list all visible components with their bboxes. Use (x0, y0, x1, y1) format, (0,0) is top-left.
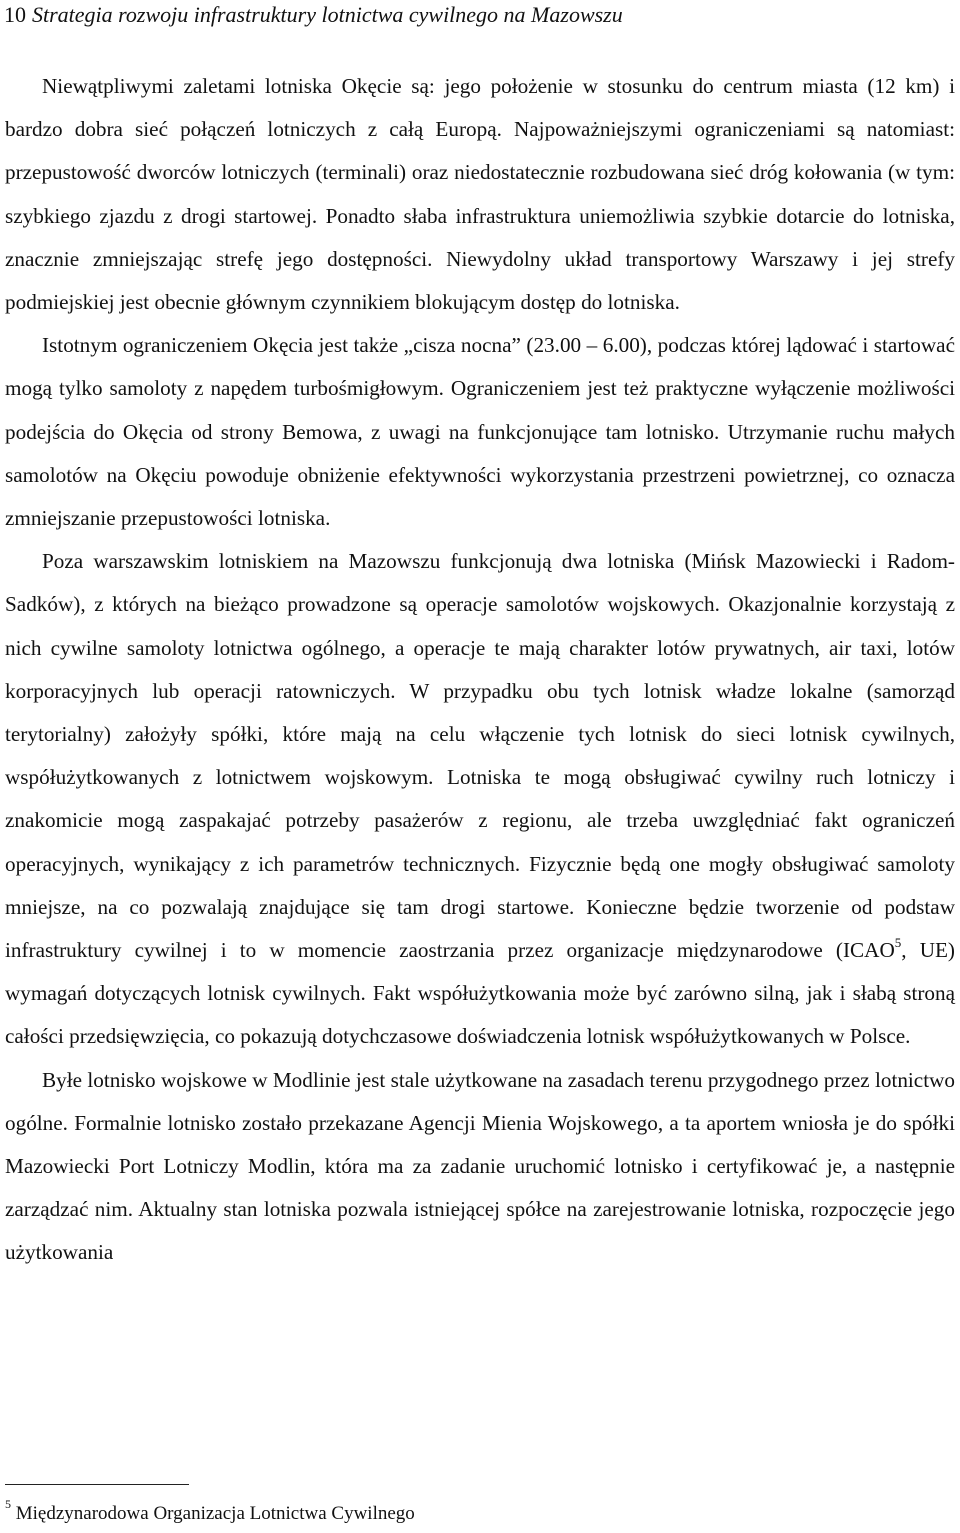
document-title: Strategia rozwoju infrastruktury lotnictwa cywilnego na Mazowszu (32, 2, 623, 27)
footnote-reference: 5 (894, 935, 902, 950)
footnote-marker: 5 (5, 1496, 11, 1511)
page-number: 10 (4, 2, 26, 27)
footnote (5, 1496, 415, 1526)
paragraph-modlin: Byłe lotnisko wojskowe w Modlinie jest stale użytkowane na zasadach terenu przygodnego przez lotnictwo ogólne. Formalnie lotnisko zostało przekazane Agencji Mienia Wojskowego, a ta aportem wniosła je do spółki Mazowiecki Port Lotniczy Modlin, która ma za zadanie uruchomić lotnisko i certyfikować je, a następnie zarządzać nim. Aktualny stan lotniska pozwala istniejącej spółce na zarejestrowanie lotniska, rozpoczęcie jego użytkowania (5, 1067, 955, 1265)
body-text (5, 65, 955, 1275)
paragraph-text: Poza warszawskim lotniskiem na Mazowszu funkcjonują dwa lotniska (Mińsk Mazowiecki i Radom-Sadków), z których na bieżąco prowadzone są operacje samolotów wojskowych. Okazjonalnie korzystają z nich cywilne samoloty lotnictwa ogólnego, a operacje te mają charakter lotów prywatnych, air taxi, lotów korporacyjnych lub operacji ratowniczych. W przypadku obu tych lotnisk władze lokalne (samorząd terytorialny) założyły spółki, które mają na celu włączenie tych lotnisk do sieci lotnisk cywilnych, współużytkowanych z lotnictwem wojskowym. Lotniska te mogą obsługiwać cywilny ruch lotniczy i znakomicie mogą zaspakajać potrzeby pasażerów z regionu, ale trzeba uwzględniać fakt ograniczeń operacyjnych, wynikający z ich parametrów technicznych. Fizycznie będą one mogły obsługiwać samoloty mniejsze, na co pozwalają znajdujące się tam drogi startowe. Konieczne będzie tworzenie od podstaw infrastruktury cywilnej i to w momencie zaostrzania przez organizacje międzynarodowe (ICAO (5, 549, 955, 963)
page-header (4, 0, 623, 30)
footnote-divider (5, 1484, 189, 1485)
paragraph-text: , UE) wymagań dotyczących lotnisk cywilnych. Fakt współużytkowania może być zarówno silną, jak i słabą stroną całości przedsięwzięcia, co pokazują dotychczasowe doświadczenia lotnisk współużytkowanych w Polsce. (5, 938, 955, 1049)
paragraph-regional-airports (5, 540, 955, 1058)
paragraph-night-silence: Istotnym ograniczeniem Okęcia jest także „cisza nocna” (23.00 – 6.00), podczas której lądować i startować mogą tylko samoloty z napędem turbośmigłowym. Ograniczeniem jest też praktyczne wyłączenie możliwości podejścia do Okęcia od strony Bemowa, z uwagi na funkcjonujące tam lotnisko. Utrzymanie ruchu małych samolotów na Okęciu powoduje obniżenie efektywności wykorzystania przestrzeni powietrznej, co oznacza zmniejszanie przepustowości lotniska. (5, 333, 955, 531)
footnote-text: Międzynarodowa Organizacja Lotnictwa Cywilnego (11, 1503, 415, 1524)
paragraph-okecie-advantages: Niewątpliwymi zaletami lotniska Okęcie są: jego położenie w stosunku do centrum miasta (12 km) i bardzo dobra sieć połączeń lotniczych z całą Europą. Najpoważniejszymi ograniczeniami są natomiast: przepustowość dworców lotniczych (terminali) oraz niedostatecznie rozbudowana sieć dróg kołowania (w tym: szybkiego zjazdu z drogi startowej. Ponadto słaba infrastruktura uniemożliwia szybkie dotarcie do lotniska, znacznie zmniejszając strefę jego dostępności. Niewydolny układ transportowy Warszawy i jej strefy podmiejskiej jest obecnie głównym czynnikiem blokującym dostęp do lotniska. (5, 74, 955, 315)
